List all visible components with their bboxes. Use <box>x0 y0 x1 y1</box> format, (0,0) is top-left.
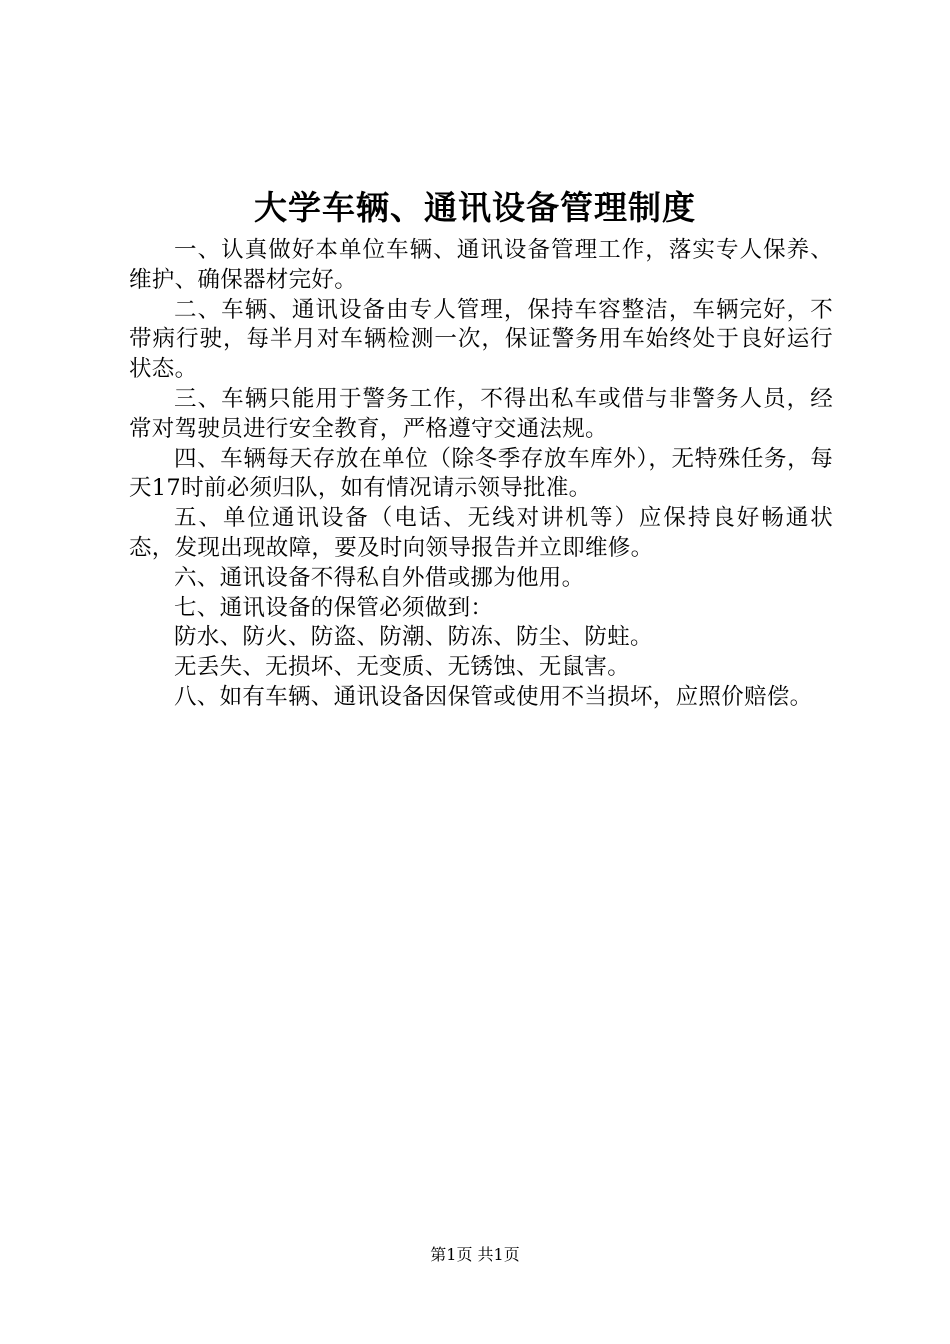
paragraph-4: 四、车辆每天存放在单位（除冬季存放车库外），无特殊任务，每天17时前必须归队，如有情况请示领导批准。 <box>129 445 833 502</box>
paragraph-8: 防水、防火、防盗、防潮、防冻、防尘、防蛀。 <box>174 624 653 651</box>
document-title: 大学车辆、通讯设备管理制度 <box>254 188 696 227</box>
paragraph-2: 二、车辆、通讯设备由专人管理，保持车容整洁，车辆完好，不带病行驶，每半月对车辆检测一次，保证警务用车始终处于良好运行状态。 <box>129 296 833 383</box>
paragraph-6: 六、通讯设备不得私自外借或挪为他用。 <box>174 564 585 591</box>
paragraph-3: 三、车辆只能用于警务工作，不得出私车或借与非警务人员，经常对驾驶员进行安全教育，严格遵守交通法规。 <box>129 385 833 442</box>
document-body <box>129 236 833 713</box>
page-footer: 第1页 共1页 <box>430 1245 520 1264</box>
paragraph-1: 一、认真做好本单位车辆、通讯设备管理工作，落实专人保养、维护、确保器材完好。 <box>129 237 833 293</box>
paragraph-9: 无丢失、无损坏、无变质、无锈蚀、无鼠害。 <box>174 654 631 681</box>
paragraph-10: 八、如有车辆、通讯设备因保管或使用不当损坏，应照价赔偿。 <box>174 683 813 710</box>
paragraph-5: 五、单位通讯设备（电话、无线对讲机等）应保持良好畅通状态，发现出现故障，要及时向领导报告并立即维修。 <box>129 505 833 561</box>
paragraph-7: 七、通讯设备的保管必须做到： <box>174 594 494 621</box>
